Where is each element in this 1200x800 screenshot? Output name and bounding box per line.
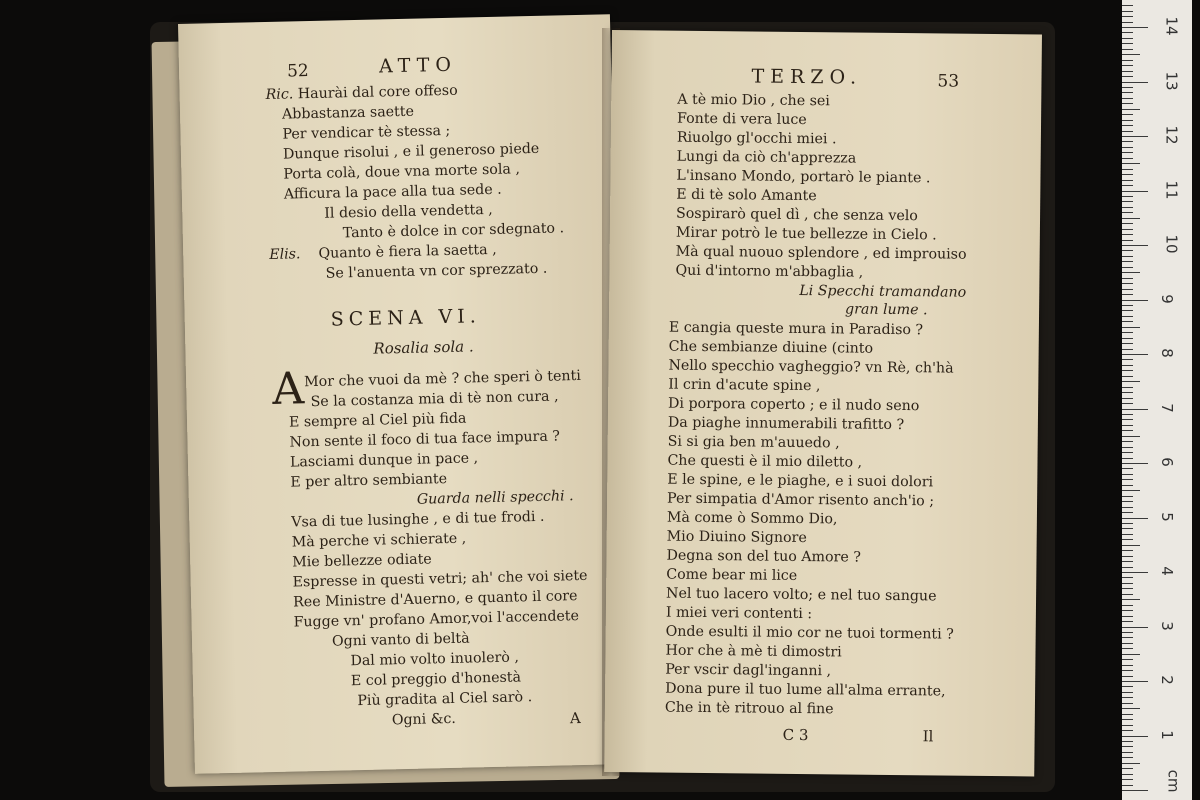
ruler-tick: [1122, 38, 1133, 39]
ruler-tick: [1122, 201, 1133, 202]
verse-line: Ogni &c.: [391, 710, 457, 729]
verse-line: Nello specchio vagheggio? vn Rè, ch'hà: [668, 357, 954, 377]
ruler-tick: [1122, 708, 1140, 709]
stage-direction: Guarda nelli specchi .: [416, 488, 574, 508]
ruler-tick: [1122, 485, 1133, 486]
verse-line: Nel tuo lacero volto; e nel tuo sangue: [666, 585, 937, 605]
ruler-number: 11: [1162, 179, 1181, 200]
ruler-tick: [1122, 774, 1133, 775]
ruler-tick: [1122, 180, 1133, 181]
ruler-tick: [1122, 60, 1133, 61]
verse-line: Che sembianze diuine (cinto: [668, 338, 874, 357]
right-page-number: 53: [937, 71, 960, 92]
ruler-tick: [1122, 343, 1133, 344]
catchword: Il: [922, 727, 934, 746]
verse-line: Mà come ò Sommo Dio,: [666, 509, 838, 528]
ruler-tick: [1122, 120, 1133, 121]
ruler-tick: [1122, 27, 1148, 28]
ruler-tick: [1122, 719, 1133, 720]
ruler-tick: [1122, 616, 1133, 617]
left-page-number: 52: [286, 61, 309, 82]
verse-line: Sospirarò quel dì , che senza velo: [675, 205, 918, 225]
ruler-tick: [1122, 643, 1133, 644]
verse-line: Per simpatia d'Amor risento anch'io ;: [667, 490, 935, 510]
ruler-tick: [1122, 686, 1133, 687]
ruler-tick: [1122, 16, 1133, 17]
dialogue-line: Dunque risolui , e il generoso piede: [282, 140, 540, 163]
ruler-tick: [1122, 109, 1140, 110]
ruler-number: 1: [1157, 729, 1176, 740]
ruler-tick: [1122, 419, 1133, 420]
ruler-number: 8: [1157, 348, 1176, 358]
ruler-tick: [1122, 436, 1140, 437]
ruler-tick: [1122, 5, 1133, 6]
ruler-tick: [1122, 365, 1133, 366]
ruler-tick: [1122, 289, 1133, 290]
ruler-tick: [1122, 736, 1148, 737]
ruler-tick: [1122, 752, 1133, 753]
ruler-tick: [1122, 283, 1133, 284]
verse-line: Il crin d'acute spine ,: [668, 376, 821, 395]
ruler-number: 12: [1162, 125, 1181, 145]
dialogue-line: Porta colà, doue vna morte sola ,: [283, 161, 521, 183]
verse-line: Hor che à mè ti dimostri: [665, 642, 842, 661]
verse-line: Come bear mi lice: [666, 566, 798, 584]
ruler-tick: [1122, 757, 1133, 758]
verse-line: Fugge vn' profano Amor,voi l'accendete: [293, 608, 580, 631]
ruler-tick: [1122, 654, 1140, 655]
dialogue-line: Se l'anuenta vn cor sprezzato .: [325, 260, 548, 282]
verse-line: Mà qual nuouo splendore , ed improuiso: [675, 243, 967, 263]
ruler-tick: [1122, 332, 1133, 333]
ruler-tick: [1122, 768, 1133, 769]
ruler-tick: [1122, 196, 1133, 197]
verse-line: Per vscir dagl'inganni ,: [665, 661, 832, 680]
ruler-tick: [1122, 43, 1133, 44]
ruler-tick: [1122, 637, 1133, 638]
ruler-tick: [1122, 545, 1140, 546]
ruler-tick: [1122, 447, 1133, 448]
ruler-tick: [1122, 300, 1148, 301]
verse-line: Fonte di vera luce: [676, 110, 807, 129]
verse-line: Non sente il foco di tua face impura ?: [289, 428, 561, 451]
verse-line: I miei veri contenti :: [665, 604, 813, 623]
dialogue-line: Ric. Haurài dal core offeso: [265, 82, 458, 104]
ruler-number: 13: [1162, 70, 1181, 91]
ruler-tick: [1122, 681, 1148, 682]
ruler-tick: [1122, 169, 1133, 170]
verse-line: E per altro sembiante: [290, 471, 448, 491]
ruler-tick: [1122, 398, 1133, 399]
ruler-tick: [1122, 92, 1133, 93]
verse-line: E cangia queste mura in Paradiso ?: [668, 319, 924, 339]
ruler-tick: [1122, 131, 1133, 132]
verse-line: Lasciami dunque in pace ,: [289, 450, 479, 471]
ruler-tick: [1122, 98, 1133, 99]
verse-line: Ree Ministre d'Auerno, e quanto il core: [292, 588, 578, 611]
ruler-number: 3: [1157, 620, 1176, 631]
verse-line: Se la costanza mia di tè non cura ,: [310, 388, 559, 411]
ruler-tick: [1122, 22, 1133, 23]
verse-line: Più gradita al Ciel sarò .: [357, 689, 533, 710]
ruler-tick: [1122, 294, 1133, 295]
ruler-tick: [1122, 665, 1133, 666]
ruler-tick: [1122, 594, 1133, 595]
ruler-tick: [1122, 250, 1133, 251]
ruler-tick: [1122, 523, 1133, 524]
ruler-tick: [1122, 376, 1133, 377]
verse-line: Da piaghe innumerabili trafitto ?: [667, 414, 905, 434]
ruler-number: cm: [1164, 769, 1183, 793]
verse-line: Lungi da ciò ch'apprezza: [676, 148, 857, 167]
signature-mark: C 3: [782, 725, 809, 745]
ruler-tick: [1122, 82, 1148, 83]
dialogue-line: Elis. Quanto è fiera la saetta ,: [269, 241, 497, 263]
ruler-tick: [1122, 387, 1133, 388]
ruler-tick: [1122, 65, 1133, 66]
ruler-tick: [1122, 507, 1133, 508]
ruler-tick: [1122, 310, 1133, 311]
verse-line: E sempre al Ciel più fida: [288, 410, 467, 431]
scene-title: SCENA VI.: [330, 305, 482, 331]
ruler-tick: [1122, 403, 1133, 404]
verse-line: Che in tè ritrouo al fine: [664, 699, 834, 718]
ruler-tick: [1122, 256, 1133, 257]
ruler-tick: [1122, 305, 1133, 306]
ruler-number: 4: [1157, 566, 1176, 576]
ruler-tick: [1122, 185, 1133, 186]
ruler-tick: [1122, 229, 1133, 230]
ruler-tick: [1122, 577, 1133, 578]
verse-line: Vsa di tue lusinghe , e di tue frodi .: [291, 508, 545, 531]
ruler-tick: [1122, 191, 1148, 192]
ruler-tick: [1122, 425, 1133, 426]
ruler-tick: [1122, 54, 1140, 55]
ruler-tick: [1122, 212, 1133, 213]
left-running-header: ATTO: [378, 53, 458, 78]
ruler-tick: [1122, 409, 1148, 410]
verse-line: Di porpora coperto ; e il nudo seno: [668, 395, 920, 415]
right-page: [604, 30, 1042, 776]
verse-line: Dona pure il tuo lume all'alma errante,: [665, 680, 946, 700]
ruler-tick: [1122, 550, 1133, 551]
right-running-header: TERZO.: [751, 65, 863, 89]
ruler-tick: [1122, 430, 1133, 431]
verse-line: Onde esulti il mio cor ne tuoi tormenti ?: [665, 623, 954, 643]
stage-direction: gran lume .: [845, 301, 928, 319]
ruler-tick: [1122, 452, 1133, 453]
ruler-tick: [1122, 599, 1140, 600]
ruler-tick: [1122, 414, 1133, 415]
ruler-tick: [1122, 468, 1133, 469]
ruler-tick: [1122, 240, 1133, 241]
verse-line: Degna son del tuo Amore ?: [666, 547, 861, 566]
ruler-tick: [1122, 49, 1133, 50]
ruler-tick: [1122, 763, 1140, 764]
drop-capital: A: [271, 363, 305, 415]
ruler-tick: [1122, 316, 1133, 317]
ruler-tick: [1122, 692, 1133, 693]
ruler-tick: [1122, 779, 1133, 780]
ruler-tick: [1122, 278, 1133, 279]
ruler-tick: [1122, 474, 1133, 475]
verse-line: Mor che vuoi da mè ? che speri ò tenti: [303, 367, 581, 391]
ruler-number: 10: [1162, 234, 1181, 254]
ruler-tick: [1122, 125, 1133, 126]
verse-line: Riuolgo gl'occhi miei .: [676, 129, 837, 148]
verse-line: Espresse in questi vetri; ah' che voi siete: [292, 567, 588, 591]
signature-mark: A: [569, 709, 581, 728]
measurement-ruler: [1122, 0, 1192, 800]
ruler-tick: [1122, 790, 1148, 791]
dialogue-line: Abbastanza saette: [281, 103, 415, 123]
ruler-tick: [1122, 218, 1140, 219]
verse-line: Mio Diuino Signore: [666, 528, 807, 547]
ruler-tick: [1122, 158, 1133, 159]
verse-line: Qui d'intorno m'abbaglia ,: [675, 262, 864, 281]
verse-line: Dal mio volto inuolerò ,: [350, 649, 520, 670]
ruler-tick: [1122, 136, 1148, 137]
ruler-tick: [1122, 746, 1133, 747]
verse-line: E col preggio d'honestà: [350, 669, 522, 690]
scene-subtitle: Rosalia sola .: [373, 337, 474, 358]
ruler-tick: [1122, 11, 1133, 12]
ruler-tick: [1122, 458, 1133, 459]
ruler-tick: [1122, 741, 1133, 742]
ruler-tick: [1122, 103, 1133, 104]
dialogue-line: Il desio della vendetta ,: [324, 201, 493, 222]
dialogue-line: Tanto è dolce in cor sdegnato .: [342, 220, 565, 242]
verse-line: Che questi è il mio diletto ,: [667, 452, 863, 471]
ruler-tick: [1122, 730, 1133, 731]
verse-line: Mirar potrò le tue bellezze in Cielo .: [675, 224, 937, 244]
ruler-number: 5: [1157, 511, 1176, 522]
ruler-tick: [1122, 370, 1133, 371]
verse-line: L'insano Mondo, portarò le piante .: [676, 167, 931, 187]
ruler-tick: [1122, 392, 1133, 393]
ruler-tick: [1122, 223, 1133, 224]
left-page: [178, 14, 627, 774]
ruler-tick: [1122, 381, 1140, 382]
ruler-tick: [1122, 588, 1133, 589]
ruler-tick: [1122, 534, 1133, 535]
ruler-tick: [1122, 556, 1133, 557]
verse-line: A tè mio Dio , che sei: [677, 91, 830, 110]
speaker-label: Elis.: [269, 246, 301, 263]
ruler-tick: [1122, 621, 1133, 622]
ruler-tick: [1122, 207, 1133, 208]
verse-line: E di tè solo Amante: [676, 186, 817, 205]
dialogue-line: Afficura la pace alla tua sede .: [283, 181, 502, 203]
ruler-tick: [1122, 725, 1133, 726]
ruler-number: 9: [1157, 293, 1176, 304]
ruler-tick: [1122, 327, 1140, 328]
ruler-tick: [1122, 141, 1133, 142]
ruler-tick: [1122, 496, 1133, 497]
ruler-tick: [1122, 359, 1133, 360]
verse-line: E le spine, e le piaghe, e i suoi dolori: [667, 471, 934, 491]
verse-line: Mà perche vi schierate ,: [291, 530, 467, 551]
ruler-tick: [1122, 174, 1133, 175]
ruler-tick: [1122, 349, 1133, 350]
ruler-tick: [1122, 572, 1148, 573]
ruler-tick: [1122, 152, 1133, 153]
ruler-tick: [1122, 518, 1148, 519]
ruler-tick: [1122, 528, 1133, 529]
ruler-number: 2: [1157, 675, 1176, 685]
ruler-tick: [1122, 627, 1148, 628]
ruler-tick: [1122, 539, 1133, 540]
ruler-tick: [1122, 71, 1133, 72]
ruler-tick: [1122, 479, 1133, 480]
ruler-tick: [1122, 32, 1133, 33]
ruler-tick: [1122, 245, 1148, 246]
ruler-tick: [1122, 234, 1133, 235]
ruler-tick: [1122, 354, 1148, 355]
ruler-tick: [1122, 610, 1133, 611]
ruler-tick: [1122, 605, 1133, 606]
ruler-tick: [1122, 567, 1133, 568]
ruler-tick: [1122, 659, 1133, 660]
ruler-tick: [1122, 338, 1133, 339]
ruler-number: 7: [1157, 402, 1176, 413]
ruler-tick: [1122, 321, 1133, 322]
ruler-number: 6: [1157, 457, 1176, 467]
ruler-tick: [1122, 272, 1140, 273]
ruler-tick: [1122, 267, 1133, 268]
ruler-tick: [1122, 87, 1133, 88]
ruler-tick: [1122, 463, 1148, 464]
ruler-tick: [1122, 676, 1133, 677]
ruler-tick: [1122, 648, 1133, 649]
ruler-tick: [1122, 114, 1133, 115]
ruler-tick: [1122, 512, 1133, 513]
verse-line: Si si gia ben m'auuedo ,: [667, 433, 840, 452]
ruler-tick: [1122, 785, 1133, 786]
ruler-tick: [1122, 490, 1140, 491]
dialogue-line: Per vendicar tè stessa ;: [282, 122, 451, 143]
stage-direction: Li Specchi tramandano: [799, 282, 967, 301]
ruler-tick: [1122, 632, 1133, 633]
ruler-tick: [1122, 76, 1133, 77]
ruler-tick: [1122, 670, 1133, 671]
speaker-label: Ric.: [265, 86, 294, 104]
ruler-tick: [1122, 561, 1133, 562]
ruler-tick: [1122, 703, 1133, 704]
ruler-tick: [1122, 697, 1133, 698]
ruler-tick: [1122, 501, 1133, 502]
ruler-tick: [1122, 583, 1133, 584]
verse-line: Mie bellezze odiate: [292, 551, 432, 571]
ruler-tick: [1122, 441, 1133, 442]
ruler-tick: [1122, 714, 1133, 715]
ruler-tick: [1122, 261, 1133, 262]
ruler-tick: [1122, 147, 1133, 148]
ruler-tick: [1122, 163, 1140, 164]
verse-line: Ogni vanto di beltà: [331, 630, 470, 650]
ruler-number: 14: [1162, 16, 1181, 36]
